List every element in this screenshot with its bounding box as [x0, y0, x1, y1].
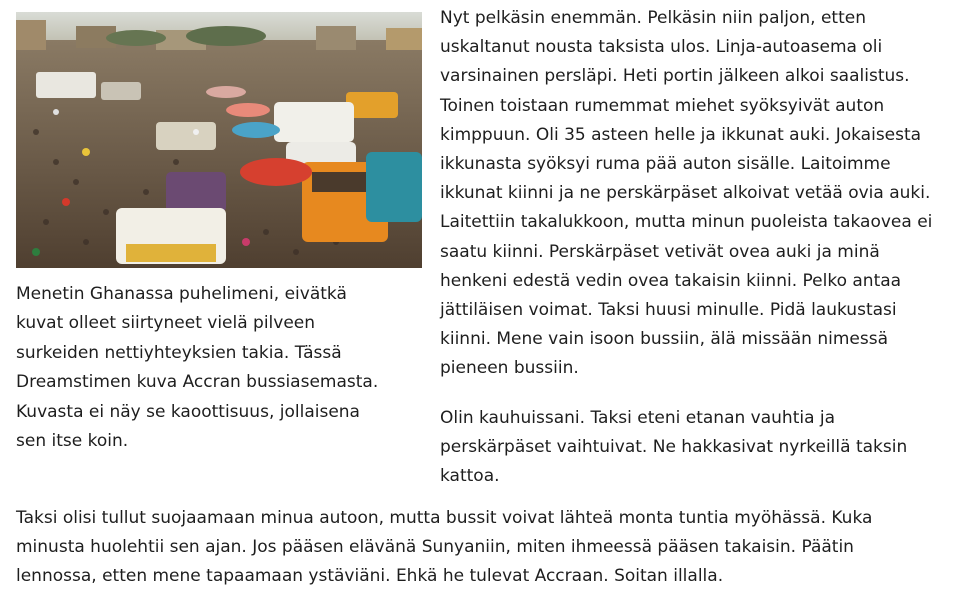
- paragraph-line: ikkunasta syöksyi ruma pää auton sisälle. Laitoimme: [440, 154, 891, 175]
- paragraph-line: jättiläisen voimat. Taksi huusi minulle. Pidä laukustasi: [440, 300, 897, 321]
- caption-line: Kuvasta ei näy se kaoottisuus, jollaisena: [16, 401, 360, 422]
- paragraph-line: lennossa, etten mene tapaamaan ystäviäni. Ehkä he tulevat Accraan. Soitan illalla.: [16, 566, 724, 587]
- paragraph-line: Olin kauhuissani. Taksi eteni etanan vauhtia ja: [440, 407, 836, 428]
- paragraph-1: [440, 4, 980, 384]
- paragraph-line: Nyt pelkäsin enemmän. Pelkäsin niin paljon, etten: [440, 8, 866, 28]
- paragraph-line: uskaltanut nousta taksista ulos. Linja-autoasema oli: [440, 37, 883, 58]
- paragraph-line: Taksi olisi tullut suojaamaan minua autoon, mutta bussit voivat lähteä monta tuntia myöhässä. Kuka: [16, 508, 873, 528]
- paragraph-line: kimppuun. Oli 35 asteen helle ja ikkunat auki. Jokaisesta: [440, 124, 922, 145]
- caption-line: surkeiden nettiyhteyksien takia. Tässä: [16, 342, 342, 363]
- paragraph-line: henkeni edestä vedin ovea takaisin kiinni. Pelko antaa: [440, 270, 902, 291]
- paragraph-line: Laitettiin takalukkoon, mutta minun puoleista takaovea ei: [440, 212, 933, 233]
- paragraph-line: pieneen bussiin.: [440, 358, 579, 379]
- caption-line: kuvat olleet siirtyneet vielä pilveen: [16, 313, 316, 334]
- paragraph-3: [16, 504, 976, 592]
- caption-line: sen itse koin.: [16, 431, 129, 452]
- paragraph-line: minusta huolehtii sen ajan. Jos pääsen elävänä Sunyaniin, miten ihmeessä pääsen takaisin. Päätin: [16, 537, 854, 558]
- bus-station-photo: [16, 12, 422, 268]
- paragraph-line: saatu kiinni. Perskärpäset vetivät ovea auki ja minä: [440, 241, 880, 262]
- paragraph-2: [440, 404, 980, 492]
- bottom-text: [16, 504, 976, 592]
- paragraph-line: kiinni. Mene vain isoon bussiin, älä missään nimessä: [440, 329, 889, 350]
- paragraph-line: ikkunat kiinni ja ne perskärpäset alkoivat vetää ovia auki.: [440, 183, 931, 204]
- caption-line: Dreamstimen kuva Accran bussiasemasta.: [16, 372, 379, 393]
- paragraph-line: varsinainen persläpi. Heti portin jälkeen alkoi saalistus.: [440, 66, 910, 87]
- paragraph-line: perskärpäset vaihtuivat. Ne hakkasivat nyrkeillä taksin: [440, 436, 908, 457]
- photo-illustration: [16, 12, 422, 268]
- right-column: [440, 4, 980, 491]
- paragraph-line: kattoa.: [440, 466, 500, 487]
- caption-line: Menetin Ghanassa puhelimeni, eivätkä: [16, 284, 347, 304]
- paragraph-line: Toinen toistaan rumemmat miehet syöksyivät auton: [440, 95, 885, 116]
- photo-caption: [16, 280, 426, 456]
